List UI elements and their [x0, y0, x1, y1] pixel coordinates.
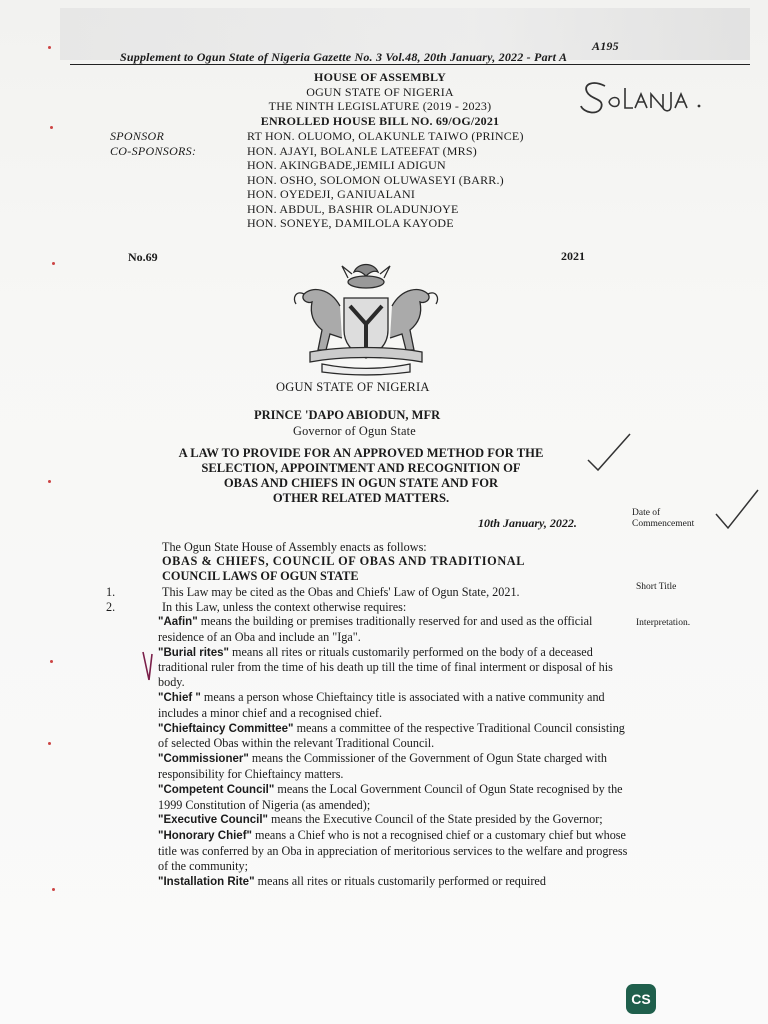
law-title-line: A LAW TO PROVIDE FOR AN APPROVED METHOD FOR THE: [178, 446, 544, 460]
sponsor-name: RT HON. OLUOMO, OLAKUNLE TAIWO (PRINCE): [247, 129, 524, 143]
gazette-header: Supplement to Ogun State of Nigeria Gazette No. 3 Vol.48, 20th January, 2022 - Part A: [120, 50, 568, 64]
law-number: No.69: [128, 250, 158, 264]
state-name: OGUN STATE OF NIGERIA: [276, 380, 430, 394]
law-title-line: SELECTION, APPOINTMENT AND RECOGNITION OF: [201, 461, 521, 475]
section-number: 1.: [106, 585, 116, 599]
scan-speck: [50, 660, 53, 663]
law-title-line: OTHER RELATED MATTERS.: [272, 491, 450, 505]
definition-text: means all rites or rituals customarily performed on the body of a deceased traditional ruler from the time of his death up till the time of final interment or disposal of his body.: [158, 644, 613, 690]
scan-speck: [52, 262, 55, 265]
act-heading: OBAS & CHIEFS, COUNCIL OF OBAS AND TRADITIONAL: [162, 554, 526, 568]
definition-item: [158, 751, 628, 782]
scan-speck: [52, 888, 55, 891]
section-text: In this Law, unless the context otherwise requires:: [162, 600, 407, 614]
assembly-line2: OGUN STATE OF NIGERIA: [306, 84, 454, 99]
scan-speck: [48, 46, 51, 49]
commencement-label-line: Date of: [632, 508, 661, 518]
handwritten-margin-mark: [140, 648, 158, 684]
definition-term: "Executive Council": [158, 814, 268, 827]
scan-speck: [50, 126, 53, 129]
act-heading: COUNCIL LAWS OF OGUN STATE: [162, 569, 359, 583]
governor-name: PRINCE 'DAPO ABIODUN, MFR: [254, 408, 441, 422]
sponsor-label: SPONSOR: [110, 129, 165, 143]
definition-item: [158, 690, 628, 721]
law-year: 2021: [561, 249, 585, 263]
definition-text: means the Commissioner of the Government of Ogun State charged with responsibility for Chieftaincy matters.: [158, 751, 608, 781]
definition-item: [158, 614, 628, 645]
check-mark-icon: [584, 432, 634, 472]
law-title: [136, 446, 586, 506]
definition-text: means a committee of the respective Traditional Council consisting of selected Obas within the relevant Traditional Council.: [158, 720, 625, 751]
definition-item: [158, 782, 628, 813]
definition-term: "Commissioner": [158, 753, 249, 766]
definition-text: means a person whose Chieftaincy title is associated with a native community and includes a minor chief and a recognised chief.: [158, 689, 605, 720]
definition-term: "Burial rites": [158, 646, 229, 659]
coat-of-arms-icon: [282, 258, 450, 376]
definition-item: [158, 874, 628, 890]
definition-term: "Aafin": [158, 616, 198, 628]
section-number: 2.: [106, 600, 116, 614]
definition-term: "Competent Council": [158, 783, 275, 796]
scan-speck: [48, 742, 51, 745]
margin-note-short-title: Short Title: [636, 582, 677, 592]
cosponsor-name: HON. AKINGBADE,JEMILI ADIGUN: [247, 158, 446, 172]
definition-term: "Chieftaincy Committee": [158, 722, 294, 735]
page-ref: A195: [592, 39, 619, 53]
law-title-line: OBAS AND CHIEFS IN OGUN STATE AND FOR: [223, 476, 499, 490]
section-text: This Law may be cited as the Obas and Chiefs' Law of Ogun State, 2021.: [162, 585, 520, 599]
definition-term: "Chief ": [158, 691, 201, 704]
assembly-line3: THE NINTH LEGISLATURE (2019 - 2023): [268, 99, 492, 113]
enacting-clause: The Ogun State House of Assembly enacts as follows:: [162, 540, 427, 554]
cosponsor-name: HON. ABDUL, BASHIR OLADUNJOYE: [247, 201, 459, 216]
cosponsor-name: HON. OYEDEJI, GANIUALANI: [247, 187, 416, 201]
definition-text: means the Local Government Council of Ogun State recognised by the 1999 Constitution of Nigeria (as amended);: [158, 781, 623, 812]
commencement-label-line: Commencement: [632, 519, 695, 529]
header-rule: [70, 64, 750, 65]
scan-speck: [48, 480, 51, 483]
margin-note-interpretation: Interpretation.: [636, 618, 691, 628]
definition-term: "Honorary Chief": [158, 830, 252, 843]
check-mark-icon: [712, 486, 762, 532]
definition-item: [158, 645, 628, 690]
definition-item: [158, 721, 628, 752]
governor-title: Governor of Ogun State: [293, 424, 416, 438]
cosponsor-name: HON. SONEYE, DAMILOLA KAYODE: [247, 216, 454, 230]
commencement-date: 10th January, 2022.: [478, 516, 577, 530]
definitions-list: [158, 614, 628, 889]
sponsor-list: [247, 129, 524, 231]
cosponsor-name: HON. AJAYI, BOLANLE LATEEFAT (MRS): [247, 143, 477, 158]
definition-item: [158, 812, 628, 828]
assembly-line1: HOUSE OF ASSEMBLY: [314, 70, 446, 84]
camscanner-logo-icon: CS: [626, 984, 656, 1014]
definition-term: "Installation Rite": [158, 875, 255, 888]
definition-text: means the building or premises traditionally reserved for and used as the official residence of an Oba and include an "Iga".: [158, 614, 593, 644]
commencement-label: [632, 508, 694, 530]
definition-text: means the Executive Council of the State presided by the Governor;: [267, 812, 603, 827]
definition-text: means all rites or rituals customarily performed or required: [254, 873, 546, 888]
assembly-line4: ENROLLED HOUSE BILL NO. 69/OG/2021: [260, 113, 500, 128]
definition-item: [158, 828, 628, 873]
handwritten-signature: [575, 72, 725, 118]
cosponsor-label: CO-SPONSORS:: [110, 144, 197, 158]
cosponsor-name: HON. OSHO, SOLOMON OLUWASEYI (BARR.): [247, 172, 504, 187]
assembly-block: [210, 70, 550, 128]
definition-text: means a Chief who is not a recognised chief or a customary chief but whose title was conferred by an Oba in appreciation of meritorious services to the welfare and progress of the community;: [158, 828, 628, 873]
